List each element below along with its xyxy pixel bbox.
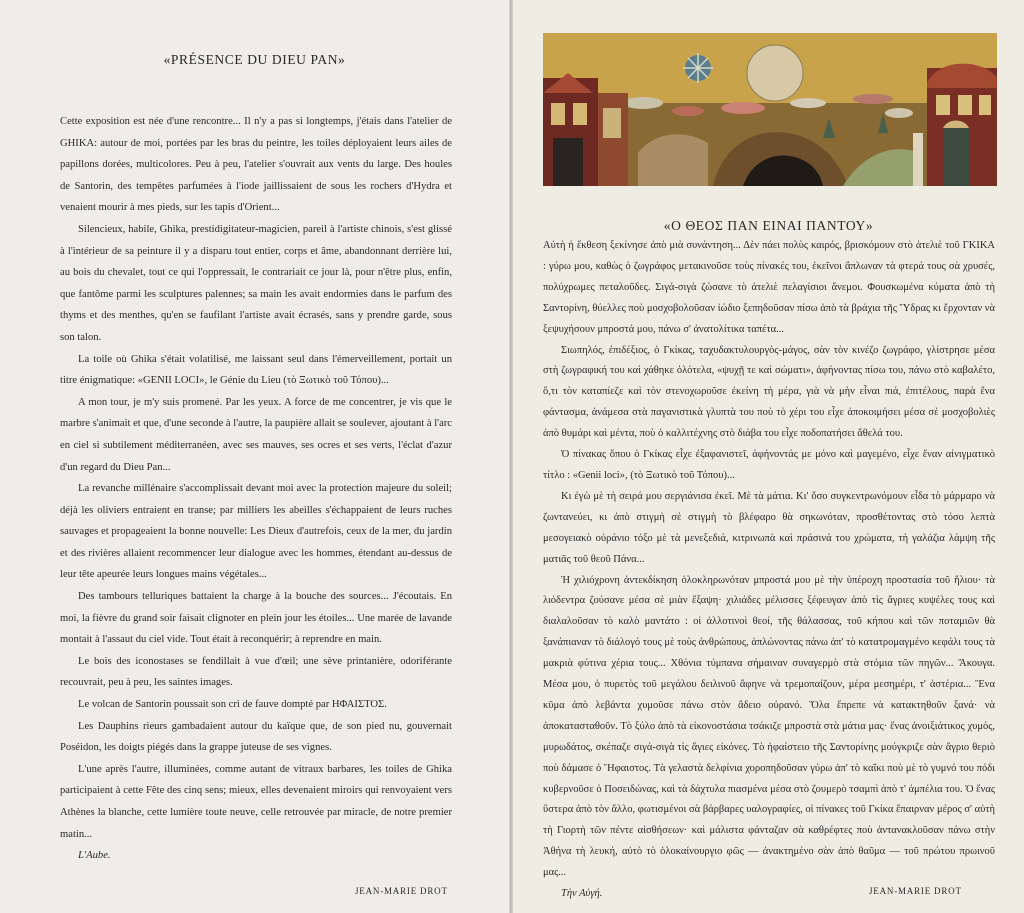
paragraph: A mon tour, je m'y suis promené. Par les yeux. A force de me concentrer, je vis que le marbre s'animait et que, d'une seconde à l'autre, la paupière allait se soulever, ajoutant à l'arc en ciel si subtilement méditerranéen, avec ses mauves, ses ocres et ses verts, l'éclat d'azur d'un regard du Dieu Pan... [60,396,452,473]
right-page-text [543,236,995,905]
paragraph: L'une après l'autre, illuminées, comme autant de vitraux barbares, les toiles de Ghika participaient à cette Fête des cinq sens; mieux, elles devenaient miroirs qui renvoyaient vers Athènes la blanche, cette lumière toute neuve, celle retrouvée par miracle, de notre premier matin... [60,763,452,840]
paragraph: Κι ἐγὼ μὲ τὴ σειρά μου σεργιάνισα ἐκεῖ. Μὲ τὰ μάτια. Κι' ὅσο συγκεντρωνόμουν εἶδα τὸ μάρμαρο νὰ ζωντανεύει, κι ἀπὸ στιγμὴ σὲ στιγμὴ τὸ βλέφαρο θὰ σηκωνόταν, προσθέτοντας στὸ τόσο λεπτὰ μεσογειακὸ οὐράνιο τόξο μὲ τὰ μενεξεδιά, κιτρινωπὰ καὶ πράσινά του χρώματα, τὴ γαλάζια λάμψη τῆς ματιᾶς τοῦ θεοῦ Πάνα... [543,490,995,565]
paragraph: Αὐτὴ ἡ ἔκθεση ξεκίνησε ἀπὸ μιὰ συνάντηση... Δὲν πάει πολὺς καιρός, βρισκόμουν στὸ ἀτελιὲ τοῦ ΓΚΙΚΑ : γύρω μου, καθὼς ὁ ζωγράφος μετακινοῦσε τοὺς πίνακές του, ἐκεῖνοι ἄπλωναν τὰ φτερά τους σὰ χρυσές, πολύχρωμες πεταλοῦδες. Σιγά-σιγὰ ζώσανε τὸ ἀτελιὲ πελαγίσιοι ἄνεμοι. Φουσκωμένα κύματα ἀπὸ τὴ Σαντορίνη, θύελλες ποὺ μοσχοβολοῦσαν ἰώδιο ξεπηδοῦσαν πίσω ἀπὸ τὰ βράχια τῆς Ὕδρας κι ἔρχονταν νὰ ξεψυχήσουν μπροστά μου, πάνω σ' ἀνατολίτικα ταπέτα... [543,240,995,335]
paragraph: Les Dauphins rieurs gambadaient autour du kaïque que, de son pied nu, gouvernait Poséidon, les doigts piégés dans la grappe juteuse de ses vignes. [60,720,452,754]
paragraph: Ἡ χιλιόχρονη ἀντεκδίκηση ὁλοκληρωνόταν μπροστά μου μὲ τὴν ὑπέροχη προστασία τοῦ ἥλιου· τὰ λιόδεντρα ζούσανε μέσα σὲ μιὰν ἔξαψη· χιλιάδες μέλισσες ξέφευγαν ἀπὸ τὶς ἄγριες κυψέλες τους καὶ διαλαλοῦσαν τὸ καλὸ μαντάτο : οἱ ἀλλοτινοὶ θεοί, τῆς θάλασσας, τοῦ κήπου καὶ τῶν ποταμιῶν θὰ ξανάπιαναν τὸ διάλογό τους μὲ τοὺς ἀνθρώπους, ἁπλώνοντας πάνω ἀπ' τὸ κατατρομαγμένο κεφάλι τους τὰ μακριὰ φύτινα χέρια τους... Χθόνια τύμπανα σήμαιναν συναγερμὸ στὰ στόμια τῶν πηγῶν... Ἄκουγα. Μέσα μου, ὁ πυρετὸς τοῦ μεγάλου δειλινοῦ ἄφηνε νὰ τρεμοπαίζουν, μέρα μεσημέρι, τ' ἀστέρια... Ἕνα κῦμα ἀπὸ λεβάντα χυμοῦσε πάνω στὸν ἄδειο οὐρανό. Ὅλα ἔπρεπε νὰ κατακτηθοῦν ξανά· νὰ ἀποκατασταθοῦν. Τὸ ξύλο ἀπὸ τὰ εἰκονοστάσια τσάκιζε μπροστὰ στὰ μάτια μας· ἕνας ἀνοιξιάτικος χυμός, μυρωδάτος, σκέπαζε σιγά-σιγὰ τὶς ἅγιες εἰκόνες. Τὸ ἡφαίστειο τῆς Σαντορίνης μούγκριζε σὰν ἄγριο θεριὸ ποὺ δάμασε ὁ Ἥφαιστος. Τὰ γελαστὰ δελφίνια χοροπηδοῦσαν γύρω ἀπ' τὸ καΐκι ποὺ μὲ τὸ γυμνό του πόδι κυβερνοῦσε ὁ Ποσειδώνας, καὶ τὰ δάχτυλα πιασμένα μέσα στὸ ζουμερὸ τσαμπὶ ἀπὸ τ' ἀμπέλια του. Ὁ ἕνας ὕστερα ἀπὸ τὸν ἄλλο, φωτισμένοι σὰ βάρβαρες υαλογραφίες, οἱ πίνακες τοῦ Γκίκα ἔπαιρναν μέρος σ' αὐτὴ τὴ Γιορτὴ τῶν πέντε αἰσθήσεων· καὶ μάλιστα φάνταζαν σὰ καθρέφτες ποὺ ἀντανακλοῦσαν πάνω στὴν Ἀθήνα τὴ λευκή, αὐτὸ τὸ ὁλοκαίνουργιο φῶς — ἀνακτημένο σὰν ἀπὸ θαῦμα — τοῦ πρώτου πρωινοῦ μας... [543,574,995,879]
paragraph: Des tambours telluriques battaient la charge à la bouche des sources... J'écoutais. En moi, la fièvre du grand soir faisait clignoter en plein jour les étoiles... Une marée de lavande montait à l'assaut du ciel vide. Tout était à reconquérir; à reprendre en main. [60,591,452,646]
paragraph: Ὁ πίνακας ὅπου ὁ Γκίκας εἶχε ἐξαφανιστεῖ, ἀφήνοντάς με μόνο καὶ μαγεμένο, εἶχε ἕναν αἰνιγματικὸ τίτλο : «Genii loci», (τὸ Ξωτικὸ τοῦ Τόπου)... [543,449,995,481]
epigraph: L'Aube. [78,850,111,862]
paragraph: Cette exposition est née d'une rencontre... Il n'y a pas si longtemps, j'étais dans l'atelier de GHIKA: autour de moi, portées par les bras du peintre, les toiles déployaient leurs ailes de papillons dorées, multicolores. Peu à peu, l'atelier s'ouvrait aux vents du large. Des houles de Santorin, des tempêtes parfumées à l'iode jaillissaient de sous les rochers d'Hydra et venaient mourir à mes pieds, sur les tapis d'Orient... [60,116,452,214]
paragraph: La toile où Ghika s'était volatilisé, me laissant seul dans l'émerveillement, portait un titre énigmatique: «GENII LOCI», le Génie du Lieu (τὸ Ξωτικὸ τοῦ Τόπου)... [60,353,452,387]
paragraph: Silencieux, habile, Ghika, prestidigitateur-magicien, pareil à l'artiste chinois, s'est glissé à l'intérieur de sa peinture il y a disparu tout entier, corps et âme, abandonnant derrière lui, au bois du chevalet, tout ce qui l'oppressait, le contrariait ce jour là, pour n'être plus, enfin, que fantôme parmi les sculptures palennes; sa main les avait endormies dans le parfum des thyms et des menthes, qu'en se faufilant l'artiste avait écrasés, sans y prendre garde, sous son talon. [60,223,452,343]
right-page-title: «Ο ΘΕΟΣ ΠΑΝ ΕΙΝΑΙ ΠΑΝΤΟΥ» [663,218,874,233]
left-page-title: «PRÉSENCE DU DIEU PAN» [163,52,346,67]
left-page [0,0,509,913]
closing-line: Τὴν Αὐγή. [561,888,603,900]
right-page [513,0,1024,913]
paragraph: Le volcan de Santorin poussait son cri de fauve dompté par ΗΦΑΙΣΤΟΣ. [78,699,387,711]
paragraph: La revanche millénaire s'accomplissait devant moi avec la protection majeure du soleil; déjà les oliviers entraient en transe; par milliers les abeilles s'échappaient de leurs ruches sauvages et propageaient la bonne nouvelle: Les Dieux d'autrefois, ceux de la mer, du jardin et des rivières allaient recommencer leur dialogue avec les hommes, étendant au-dessus de leur tête apeurée leurs longues mains végétales... [60,483,452,581]
ghika-painting-illustration [543,33,997,186]
left-signature: JEAN-MARIE DROT [355,886,448,896]
right-signature: JEAN-MARIE DROT [869,886,962,896]
paragraph: Le bois des iconostases se fendillait à vue d'œil; une sève printanière, odoriférante recouvrait, peu à peu, les saintes images. [60,655,452,689]
paragraph: Σιωπηλός, ἐπιδέξιος, ὁ Γκίκας, ταχυδακτυλουργὸς-μάγος, σὰν τὸν κινέζο ζωγράφο, γλίστρησε μέσα στὴ ζωγραφική του καὶ χάθηκε ὁλότελα, «ψυχῇ τε καὶ σώματι», ἀφήνοντας πίσω του, πάνω στὸ καβαλέτο, ὅ,τι τὸν καταπίεζε καὶ τὸν στενοχωροῦσε ἐκείνη τὴ μέρα, γιὰ νὰ μὴν εἶναι πιά, ἐπιτέλους, παρὰ ἕνα φάντασμα, ἀνάμεσα στὰ παγανιστικὰ γλυπτὰ του ποὺ τὸ χέρι του εἶχε ἀποκοιμήσει μέσα σὲ μοσχοβολιὲς ἀπὸ θυμάρι καὶ μέντα, ποὺ ὁ καλλιτέχνης στὸ διάβα του εἶχε ποδοπατήσει ἄθελά του. [543,344,995,440]
left-page-text [60,111,452,867]
